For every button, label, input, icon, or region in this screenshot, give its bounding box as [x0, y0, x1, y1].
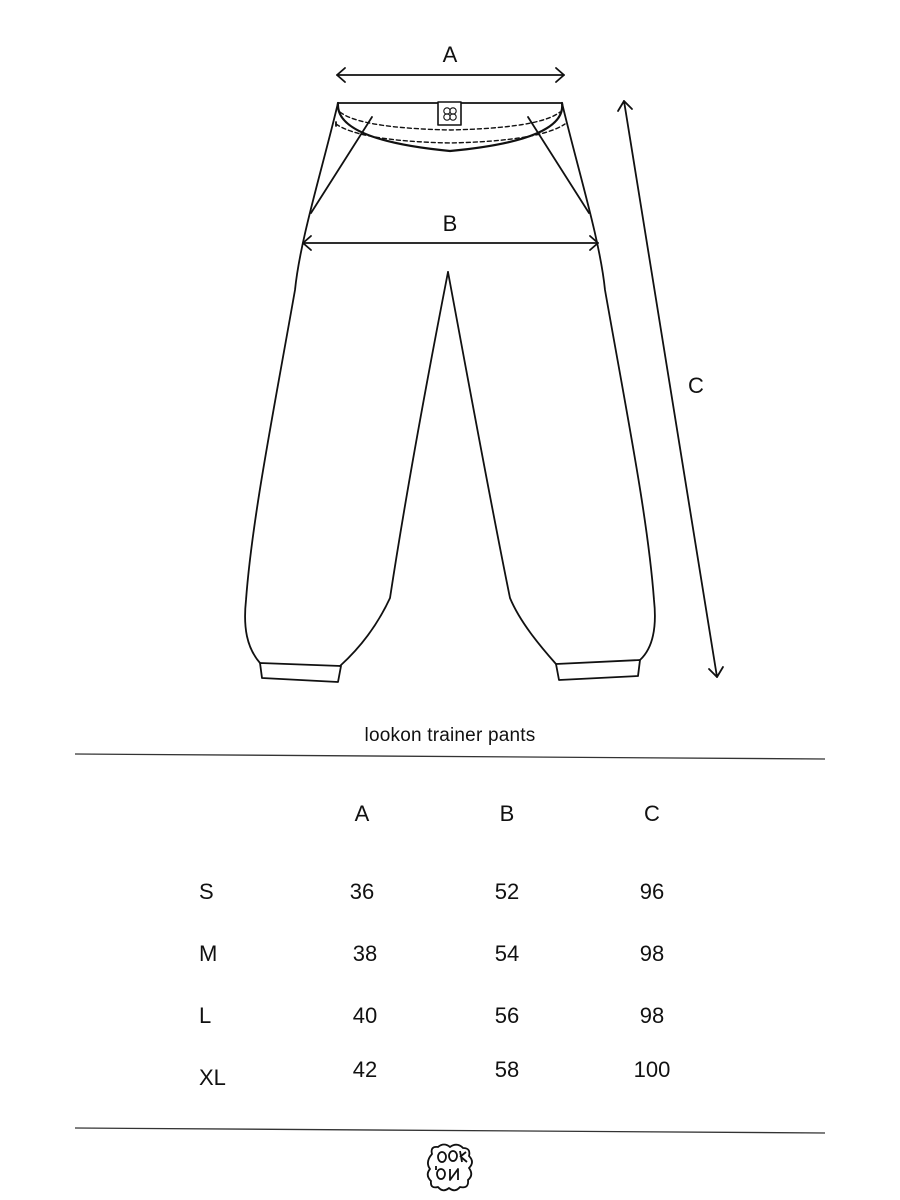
value-a: 38: [352, 941, 378, 966]
size-label: M: [199, 941, 218, 966]
value-b: 54: [494, 941, 520, 966]
size-label: L: [199, 1003, 212, 1028]
right-leg: [448, 103, 655, 680]
value-b: 56: [494, 1003, 520, 1028]
arrow-b: [303, 236, 598, 250]
value-b: 58: [494, 1057, 520, 1082]
bottom-divider: [0, 1124, 900, 1136]
value-b: 52: [494, 879, 520, 904]
waistband-tag-icon: [438, 102, 461, 125]
left-leg: [245, 103, 448, 682]
value-a: 42: [352, 1057, 378, 1082]
value-c: 98: [639, 1003, 665, 1028]
arrow-a: [337, 68, 564, 82]
value-a: 36: [349, 879, 375, 904]
column-header-b: B: [499, 801, 515, 826]
lookon-bubble-logo-icon: [422, 1140, 478, 1196]
top-divider: [0, 750, 900, 762]
value-c: 98: [639, 941, 665, 966]
column-header-a: A: [354, 801, 370, 826]
left-pocket-seam: [311, 117, 372, 213]
value-c: 100: [633, 1057, 671, 1082]
size-label: XL: [199, 1065, 226, 1090]
arrow-c: [618, 101, 723, 677]
value-c: 96: [639, 879, 665, 904]
size-label: S: [199, 879, 214, 904]
dimension-label-b: B: [442, 211, 458, 236]
right-pocket-seam: [528, 117, 589, 213]
value-a: 40: [352, 1003, 378, 1028]
dimension-label-a: A: [442, 42, 458, 67]
product-title: lookon trainer pants: [364, 725, 536, 746]
column-header-c: C: [644, 801, 660, 826]
dimension-label-c: C: [688, 373, 704, 398]
